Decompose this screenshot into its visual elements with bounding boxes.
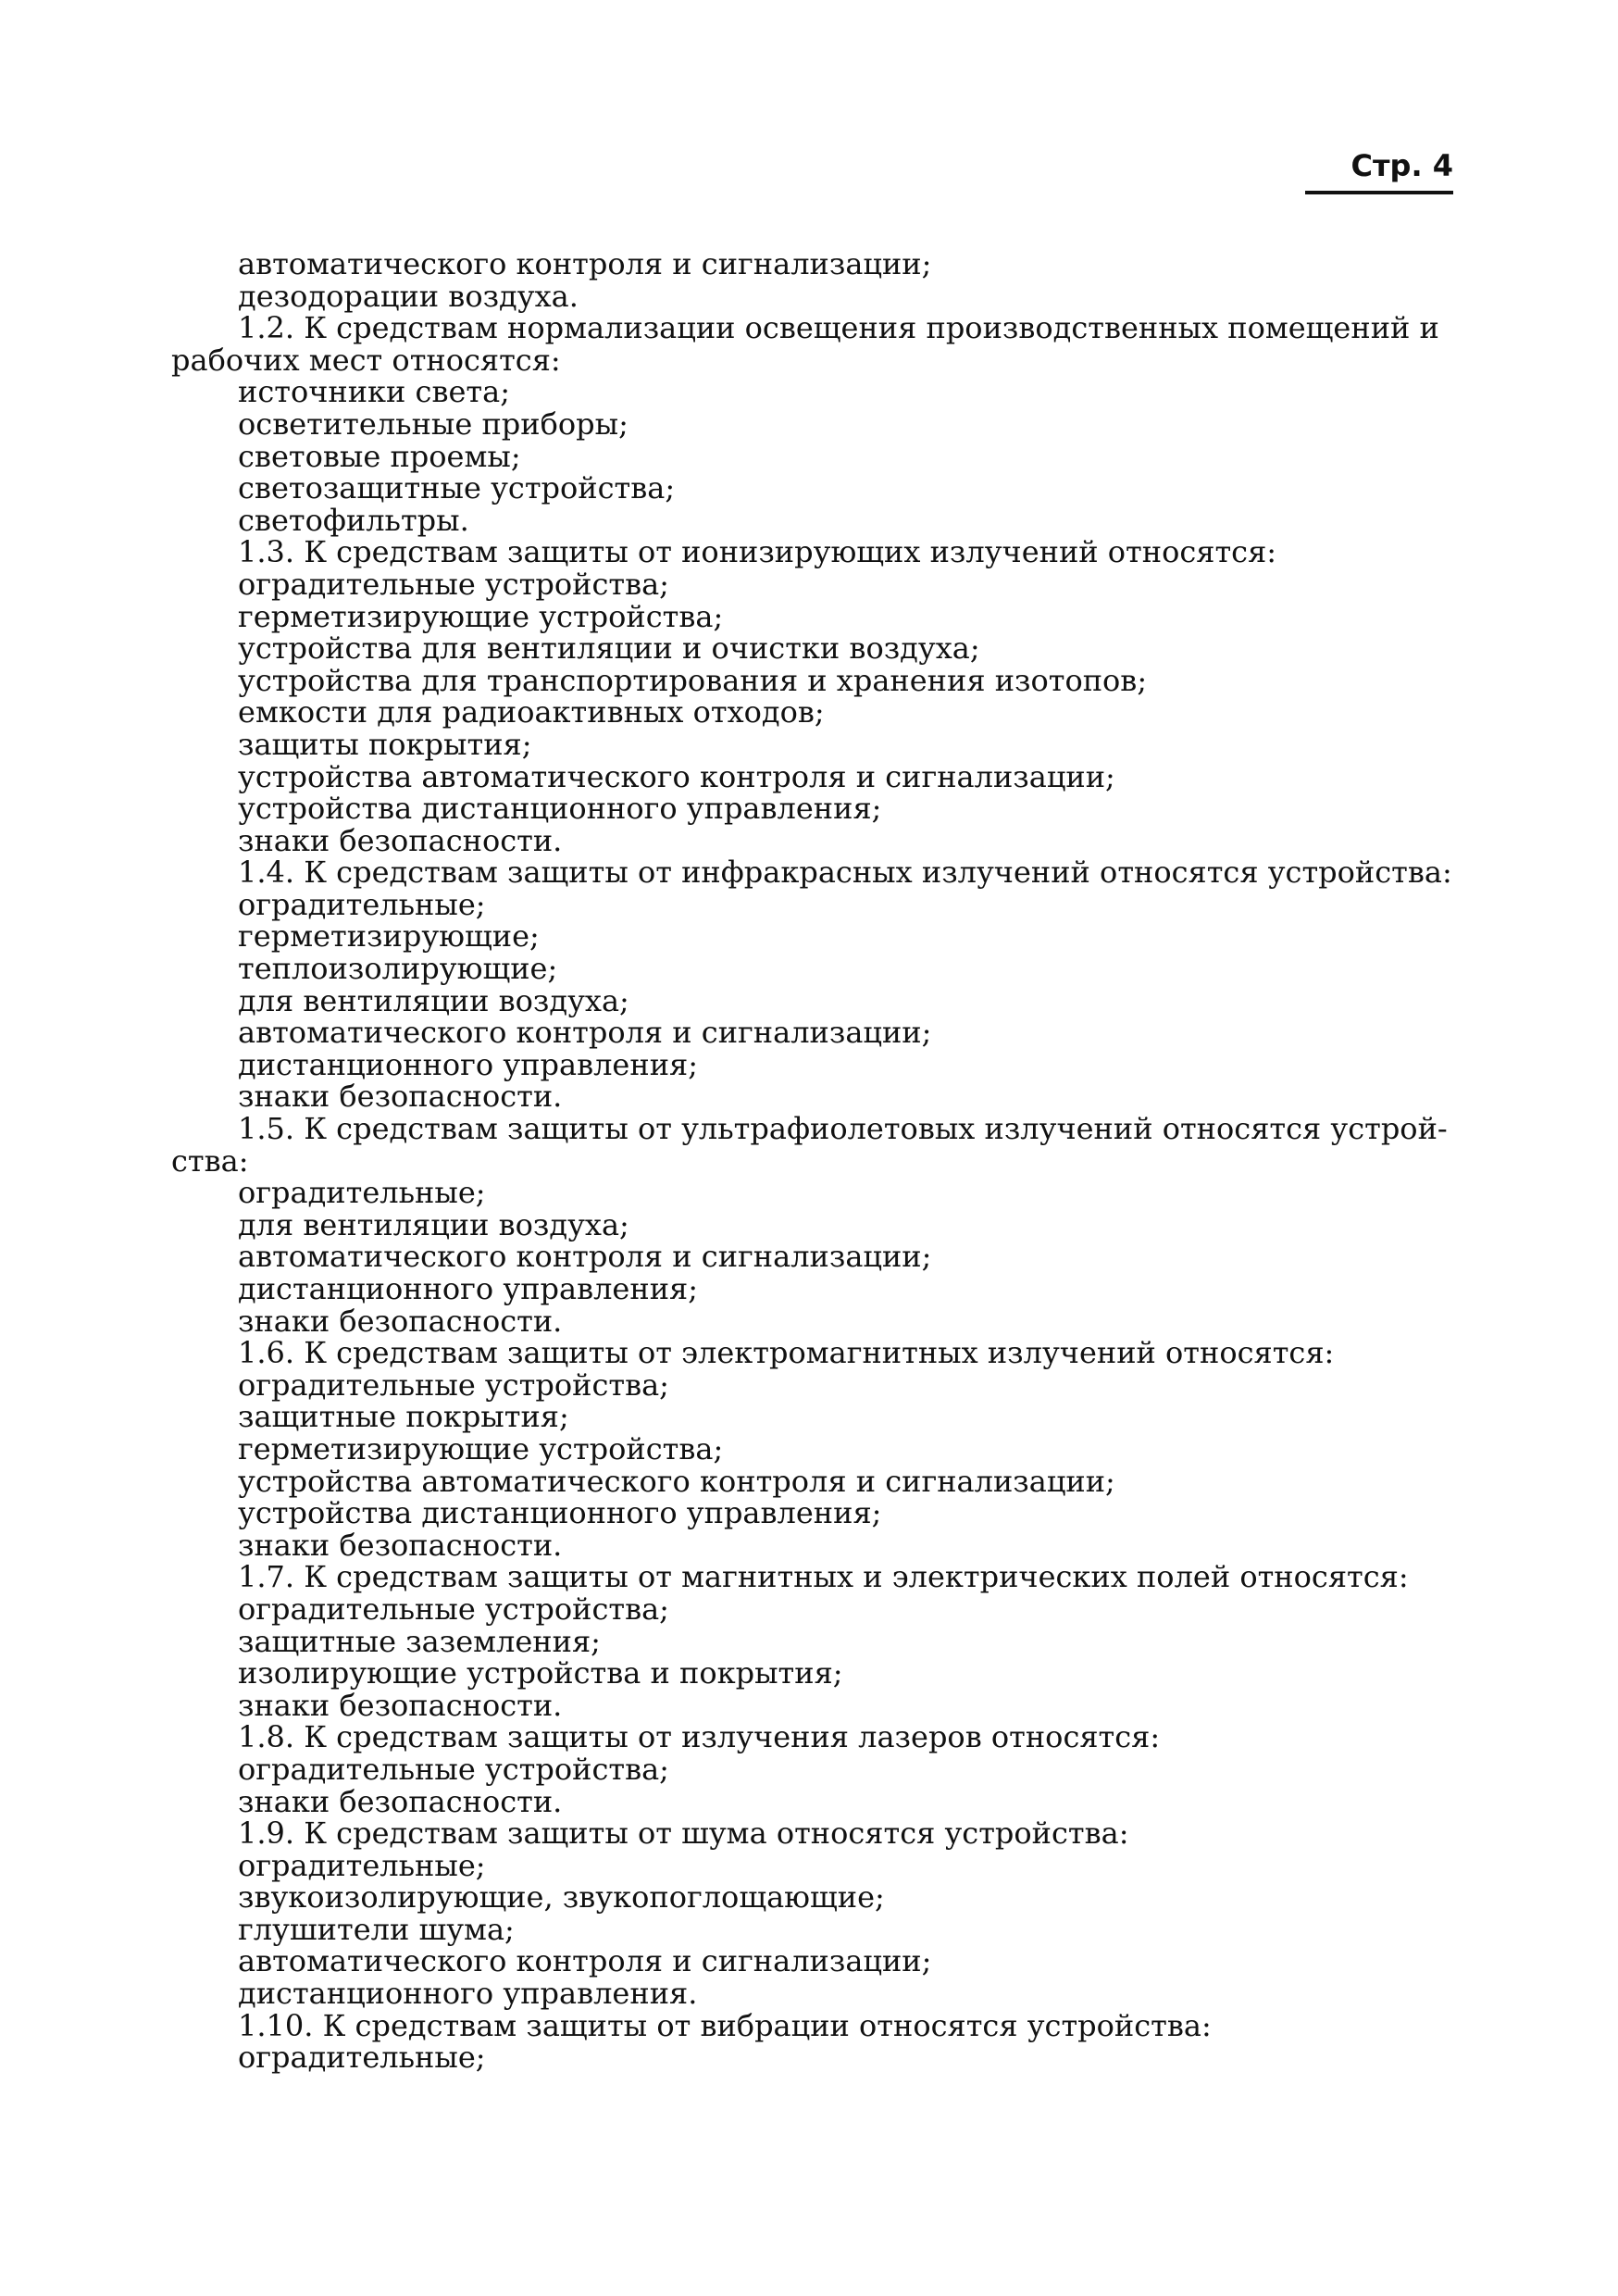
section-heading-line: 1.10. К средствам защиты от вибрации относятся устройства: (238, 2007, 1212, 2043)
text-line: оградительные устройства; (238, 1366, 669, 1403)
text-line: дезодорации воздуха. (238, 278, 579, 314)
section-heading-line: 1.7. К средствам защиты от магнитных и электрических полей относятся: (238, 1559, 1409, 1595)
text-line: глушители шума; (238, 1911, 515, 1947)
text-line: устройства автоматического контроля и сигнализации; (238, 758, 1115, 794)
text-line: дистанционного управления; (238, 1271, 698, 1306)
text-line: дистанционного управления. (238, 1976, 698, 2012)
text-line: источники света; (238, 374, 510, 410)
document-body (171, 248, 1458, 2074)
text-line: рабочих мест относятся: (171, 342, 561, 378)
text-line: для вентиляции воздуха; (238, 982, 629, 1018)
text-line: автоматического контроля и сигнализации; (238, 1015, 932, 1051)
text-line: герметизирующие устройства; (238, 1430, 724, 1466)
section-heading-line: 1.2. К средствам нормализации освещения производственных помещений и (238, 310, 1439, 346)
text-line: устройства автоматического контроля и сигнализации; (238, 1463, 1115, 1499)
text-line: защитные покрытия; (238, 1399, 569, 1435)
section-heading-line: 1.8. К средствам защиты от излучения лазеров относятся: (238, 1719, 1161, 1755)
text-line: оградительные; (238, 886, 486, 922)
text-line: теплоизолирующие; (238, 951, 558, 987)
text-line: защитные заземления; (238, 1623, 601, 1659)
text-line: для вентиляции воздуха; (238, 1206, 629, 1242)
section-heading-line: 1.3. К средствам защиты от ионизирующих излучений относятся: (238, 534, 1277, 570)
text-line: устройства для вентиляции и очистки воздуха; (238, 630, 980, 667)
text-line: устройства дистанционного управления; (238, 1495, 882, 1531)
text-line: герметизирующие устройства; (238, 598, 724, 634)
text-line: емкости для радиоактивных отходов; (238, 694, 825, 730)
text-line: осветительные приборы; (238, 406, 629, 442)
text-line: знаки безопасности. (238, 1687, 563, 1723)
text-line: светозащитные устройства; (238, 470, 676, 506)
text-line: оградительные устройства; (238, 1751, 669, 1787)
text-line: ства: (171, 1142, 249, 1179)
section-heading-line: 1.6. К средствам защиты от электромагнитных излучений относятся: (238, 1335, 1335, 1371)
section-heading-line: 1.5. К средствам защиты от ультрафиолетовых излучений относятся устрой- (238, 1111, 1448, 1147)
section-heading-line: 1.4. К средствам защиты от инфракрасных излучений относятся устройства: (238, 855, 1452, 891)
page-header (1296, 148, 1453, 194)
text-line: звукоизолирующие, звукопоглощающие; (238, 1879, 885, 1915)
text-line: устройства для транспортирования и хранения изотопов; (238, 662, 1148, 698)
text-line: дистанционного управления; (238, 1046, 698, 1082)
text-line: изолирующие устройства и покрытия; (238, 1655, 843, 1691)
text-line: оградительные; (238, 1847, 486, 1883)
section-heading-line: 1.9. К средствам защиты от шума относятся устройства: (238, 1816, 1129, 1852)
text-line: оградительные; (238, 1175, 486, 1211)
text-line: светофильтры. (238, 502, 469, 538)
text-line: автоматического контроля и сигнализации; (238, 1239, 932, 1275)
page-number: Стр. 4 (1350, 148, 1453, 183)
text-line: знаки безопасности. (238, 1303, 563, 1339)
text-line: знаки безопасности. (238, 1527, 563, 1563)
text-line: оградительные устройства; (238, 566, 669, 602)
text-line: знаки безопасности. (238, 822, 563, 858)
text-line: знаки безопасности. (238, 1783, 563, 1819)
text-line: герметизирующие; (238, 918, 540, 955)
header-underline (1305, 191, 1453, 194)
text-line: световые проемы; (238, 438, 521, 474)
text-line: знаки безопасности. (238, 1079, 563, 1115)
text-line: оградительные устройства; (238, 1591, 669, 1627)
text-line: автоматического контроля и сигнализации; (238, 1943, 932, 1979)
text-line: автоматического контроля и сигнализации; (238, 246, 932, 281)
text-line: устройства дистанционного управления; (238, 791, 882, 827)
text-line: оградительные; (238, 2040, 486, 2076)
text-line: защиты покрытия; (238, 726, 532, 762)
